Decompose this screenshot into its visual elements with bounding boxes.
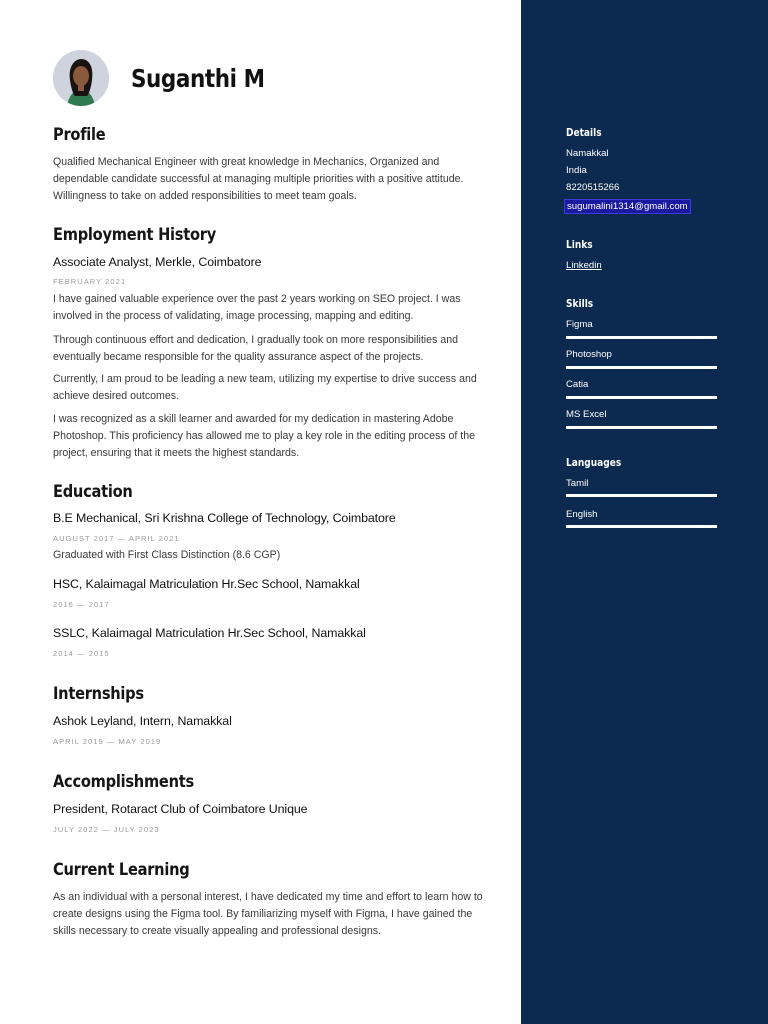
skill-level-bar — [566, 336, 717, 339]
email-link[interactable]: sugumalini1314@gmail.com — [564, 199, 691, 214]
country-text: India — [566, 165, 587, 176]
job-paragraph: Currently, I am proud to be leading a new team, utilizing my expertise to drive success and achieve desired outcomes. — [53, 373, 477, 402]
job-title: Associate Analyst, Merkle, Coimbatore — [53, 255, 262, 269]
internship-date: APRIL 2019 — MAY 2019 — [53, 737, 162, 746]
skill-label: Catia — [566, 379, 589, 390]
resume-header — [53, 50, 286, 106]
education-entry-date: 2016 — 2017 — [53, 600, 110, 609]
education-entry-title: HSC, Kalaimagal Matriculation Hr.Sec School, Namakkal — [53, 577, 360, 591]
learning-text: As an individual with a personal interest, I have dedicated my time and effort to learn how to create designs using the Figma tool. By familiarizing myself with Figma, I have gained the skills necessary to create visually appealing and professional designs. — [53, 891, 483, 937]
skill-label: MS Excel — [566, 409, 607, 420]
job-paragraph: I was recognized as a skill learner and awarded for my dedication in mastering Adobe Photoshop. This proficiency has allowed me to play a key role in the editing process of the project, ensuring that it meets the highest standards. — [53, 413, 476, 459]
skill-level-bar — [566, 366, 717, 369]
avatar — [53, 50, 109, 106]
city-text: Namakkal — [566, 148, 609, 159]
candidate-name: Suganthi M — [131, 63, 265, 93]
profile-summary: Qualified Mechanical Engineer with great knowledge in Mechanics, Organized and dependable candidate successful at managing multiple priorities with a positive attitude. Willingness to take on added responsibilities to meet team goals. — [53, 156, 464, 202]
phone-text: 8220515266 — [566, 182, 620, 193]
language-level-bar — [566, 494, 717, 497]
language-label: Tamil — [566, 478, 589, 489]
skills-heading: Skills — [566, 298, 594, 310]
linkedin-link[interactable]: Linkedin — [566, 260, 602, 271]
education-heading: Education — [53, 482, 133, 502]
accomplishment-date: JULY 2022 — JULY 2023 — [53, 825, 160, 834]
job-paragraph: Through continuous effort and dedication, I gradually took on more responsibilities and eventually became responsible for the quality assurance aspect of the projects. — [53, 334, 458, 363]
links-heading: Links — [566, 239, 593, 251]
education-entry-title: SSLC, Kalaimagal Matriculation Hr.Sec School, Namakkal — [53, 626, 366, 640]
profile-heading: Profile — [53, 125, 106, 145]
language-label: English — [566, 509, 598, 520]
avatar-portrait-icon — [53, 50, 109, 106]
details-heading: Details — [566, 127, 602, 139]
languages-heading: Languages — [566, 457, 622, 469]
education-entry-date: AUGUST 2017 — APRIL 2021 — [53, 534, 180, 543]
accomplishment-title: President, Rotaract Club of Coimbatore Unique — [53, 802, 308, 816]
language-level-bar — [566, 525, 717, 528]
sidebar — [521, 0, 768, 1024]
skill-label: Photoshop — [566, 349, 612, 360]
education-entry-note: Graduated with First Class Distinction (8.6 CGP) — [53, 549, 281, 561]
employment-heading: Employment History — [53, 225, 216, 245]
internship-title: Ashok Leyland, Intern, Namakkal — [53, 714, 232, 728]
learning-heading: Current Learning — [53, 860, 190, 880]
job-date: FEBRUARY 2021 — [53, 277, 127, 286]
internships-heading: Internships — [53, 684, 144, 704]
skill-label: Figma — [566, 319, 593, 330]
education-entry-date: 2014 — 2015 — [53, 649, 110, 658]
accomplishments-heading: Accomplishments — [53, 772, 194, 792]
skill-level-bar — [566, 396, 717, 399]
education-entry-title: B.E Mechanical, Sri Krishna College of Technology, Coimbatore — [53, 511, 396, 525]
job-paragraph: I have gained valuable experience over the past 2 years working on SEO project. I was involved in the process of validating, image processing, mapping and editing. — [53, 293, 461, 322]
skill-level-bar — [566, 426, 717, 429]
